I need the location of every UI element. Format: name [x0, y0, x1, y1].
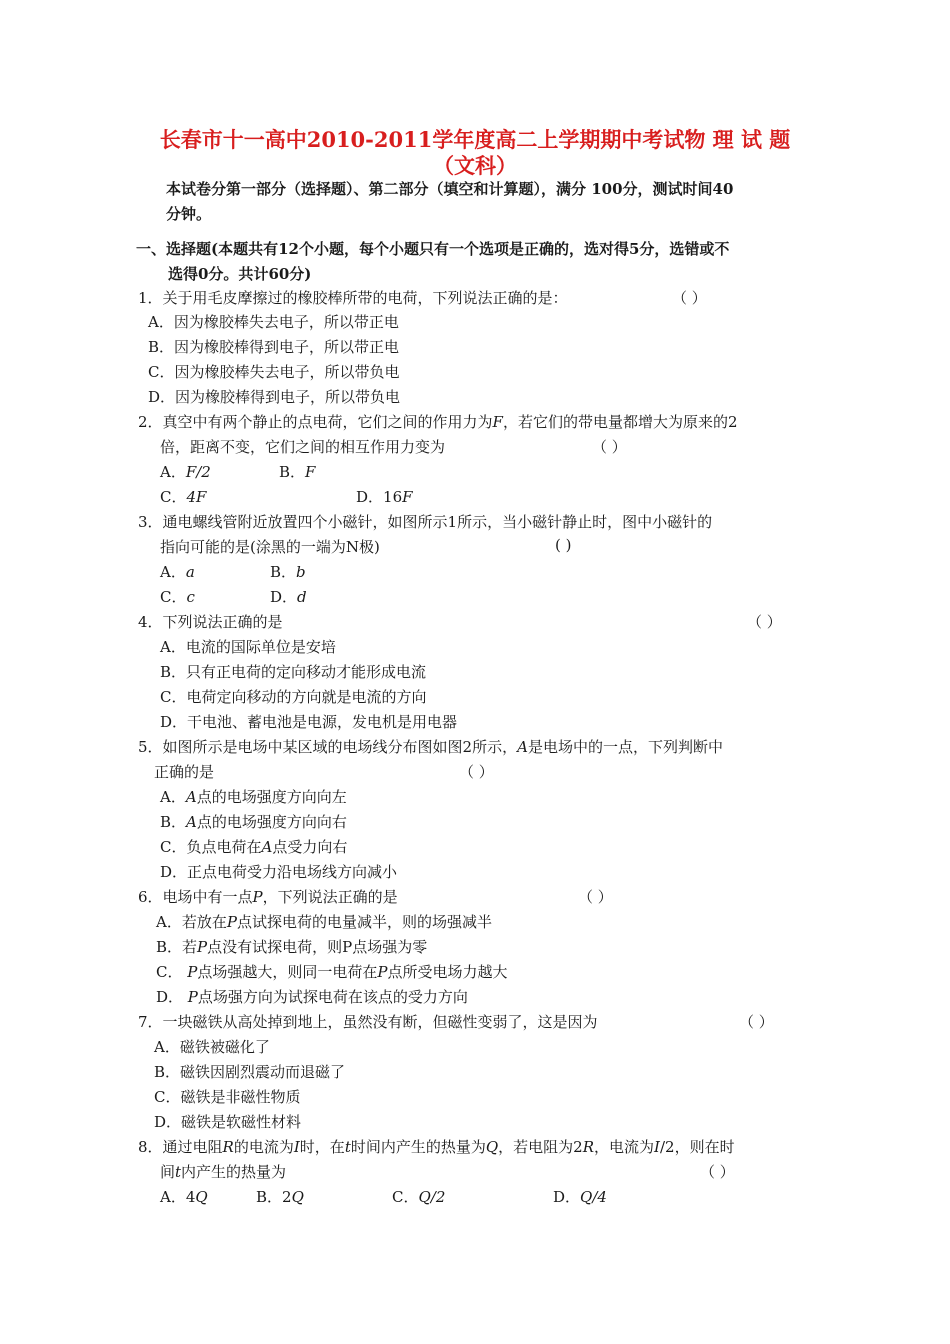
q7-option-c: C．磁铁是非磁性物质	[154, 1088, 301, 1106]
q6-option-c-text-b: 点场强越大，则同一电荷在	[197, 963, 378, 981]
q8-stem2-text-b: 内产生的热量为	[181, 1163, 287, 1181]
q8-var-t: t	[344, 1138, 351, 1156]
q8-option-d-value: Q/4	[580, 1188, 607, 1206]
q1-option-d: D．因为橡胶棒得到电子，所以带负电	[148, 388, 401, 406]
q6-option-c	[156, 961, 507, 982]
q6-option-d	[156, 986, 468, 1007]
q3-option-a-value: a	[185, 563, 195, 581]
q7-answer-bracket: （ ）	[739, 1013, 774, 1031]
q6-option-c-text-c: 点所受电场力越大	[387, 963, 508, 981]
q1-option-c: C．因为橡胶棒失去电子，所以带负电	[148, 363, 400, 381]
q8-stem2-text-a: 间	[160, 1163, 176, 1181]
q7-option-d: D．磁铁是软磁性材料	[154, 1113, 302, 1131]
q6-option-a-text-a: A．若放在	[156, 913, 227, 931]
q7-stem: 7．一块磁铁从高处掉到地上，虽然没有断，但磁性变弱了，这是因为	[138, 1013, 598, 1031]
q5-stem-text-b: 是电场中的一点，下列判断中	[527, 738, 723, 756]
q2-option-c-value: 4F	[186, 488, 207, 506]
q8-option-d-label: D．	[553, 1188, 581, 1206]
q8-var-r: R	[222, 1138, 234, 1156]
q3-option-a-label: A．	[160, 563, 186, 581]
q2-stem-line-2: 倍，距离不变，它们之间的相互作用力变为	[160, 438, 446, 456]
q8-var-i2: I	[654, 1138, 660, 1156]
q7-option-a: A．磁铁被磁化了	[154, 1038, 270, 1056]
q6-option-b-text-a: B．若	[156, 938, 198, 956]
q5-stem-line-1	[138, 736, 723, 757]
q6-answer-bracket: （ ）	[578, 888, 613, 906]
q3-option-c-label: C．	[160, 588, 187, 606]
q6-stem-text-b: ，下列说法正确的是	[262, 888, 398, 906]
q2-option-d	[356, 486, 413, 507]
q2-option-d-num: 16	[383, 488, 403, 506]
q5-option-a-label: A．	[160, 788, 186, 806]
q8-option-a-label: A．4	[160, 1188, 196, 1206]
q6-option-b-var: P	[197, 938, 208, 956]
q3-stem-line-1: 3．通电螺线管附近放置四个小磁针，如图所示1所示，当小磁针静止时，图中小磁针的	[138, 513, 713, 531]
q3-option-c	[160, 586, 195, 607]
q6-option-c-text-a: C．	[156, 963, 188, 981]
q1-option-b: B．因为橡胶棒得到电子，所以带正电	[148, 338, 400, 356]
q5-option-c-text-a: C．负点电荷在	[160, 838, 262, 856]
q2-stem-num: 2	[727, 413, 738, 431]
q4-option-a: A．电流的国际单位是安培	[160, 638, 336, 656]
q3-option-b	[270, 561, 306, 582]
q8-option-c	[392, 1186, 445, 1207]
q6-stem	[138, 886, 398, 907]
q6-var-p: P	[252, 888, 263, 906]
q1-option-a: A．因为橡胶棒失去电子，所以带正电	[148, 313, 399, 331]
q8-option-b-label: B．2	[256, 1188, 292, 1206]
q2-stem-line-1	[138, 411, 738, 432]
q5-option-a-var: A	[185, 788, 197, 806]
q4-answer-bracket: （ ）	[747, 613, 782, 631]
intro-line-2: 分钟。	[166, 205, 212, 223]
q2-option-a-label: A．	[160, 463, 186, 481]
q8-stem-text-3: 时，在	[299, 1138, 345, 1156]
q5-option-b	[160, 811, 347, 832]
q7-option-b: B．磁铁因剧烈震动而退磁了	[154, 1063, 346, 1081]
q8-stem-text-5: ，若电阻为2	[498, 1138, 583, 1156]
q6-option-d-text-b: 点场强方向为试探电荷在该点的受力方向	[197, 988, 468, 1006]
q3-option-b-label: B．	[270, 563, 297, 581]
q5-var-a: A	[517, 738, 528, 756]
q3-option-d-value: d	[297, 588, 307, 606]
q8-var-r2: R	[582, 1138, 595, 1156]
q5-option-c	[160, 836, 347, 857]
q2-option-d-label: D．	[356, 488, 384, 506]
q8-answer-bracket: （ ）	[700, 1163, 735, 1181]
q3-answer-bracket: ( )	[555, 536, 572, 554]
q8-option-c-value: Q/2	[418, 1188, 446, 1206]
q2-answer-bracket: （ ）	[592, 438, 627, 456]
q5-option-c-text-b: 点受力向右	[272, 838, 348, 856]
q3-option-c-value: c	[186, 588, 195, 606]
q8-stem-text-6: ，电流为	[594, 1138, 655, 1156]
q8-option-a	[160, 1186, 208, 1207]
q8-stem-line-1	[138, 1136, 735, 1157]
q2-option-a	[160, 461, 211, 482]
q6-option-a	[156, 911, 492, 932]
q5-option-b-label: B．	[160, 813, 187, 831]
q8-option-b-var: Q	[291, 1188, 304, 1206]
q3-option-b-value: b	[296, 563, 306, 581]
q8-stem-text-4: 时间内产生的热量为	[350, 1138, 486, 1156]
q2-option-d-var: F	[402, 488, 413, 506]
q2-option-a-value: F/2	[185, 463, 211, 481]
q3-stem-line-2: 指向可能的是(涂黑的一端为N极)	[160, 538, 380, 556]
q6-option-d-text-a: D．	[156, 988, 188, 1006]
page-subtitle: （文科）	[433, 153, 517, 178]
q5-option-a-text: 点的电场强度方向向左	[196, 788, 347, 806]
q4-option-b: B．只有正电荷的定向移动才能形成电流	[160, 663, 427, 681]
q8-stem-line-2	[160, 1161, 286, 1182]
q5-option-b-var: A	[186, 813, 197, 831]
q5-option-d: D．正点电荷受力沿电场线方向减小	[160, 863, 398, 881]
q4-option-d: D．干电池、蓄电池是电源，发电机是用电器	[160, 713, 458, 731]
q5-answer-bracket: （ ）	[459, 763, 494, 781]
q5-stem-text-a: 5．如图所示是电场中某区域的电场线分布图如图2所示，	[138, 738, 518, 756]
q2-stem-text-a: 2．真空中有两个静止的点电荷，它们之间的作用力为	[138, 413, 493, 431]
section-heading-line-2: 选得0分。共计60分)	[168, 265, 312, 283]
q8-var-q: Q	[485, 1138, 499, 1156]
page-title: 长春市十一高中2010-2011学年度高二上学期期中考试物 理 试 题	[159, 127, 791, 152]
q1-answer-bracket: （ ）	[672, 289, 707, 307]
q8-option-c-label: C．	[392, 1188, 419, 1206]
q3-option-d-label: D．	[270, 588, 298, 606]
q6-option-a-var: P	[226, 913, 237, 931]
q5-stem-line-2: 正确的是	[154, 763, 215, 781]
q8-stem-text-7: /2，则在时	[659, 1138, 735, 1156]
q4-option-c: C．电荷定向移动的方向就是电流的方向	[160, 688, 427, 706]
q8-stem-text-2: 的电流为	[233, 1138, 294, 1156]
q6-option-b-text-b: 点没有试探电荷，则P点场强为零	[207, 938, 428, 956]
q1-stem: 1．关于用毛皮摩擦过的橡胶棒所带的电荷，下列说法正确的是：	[138, 289, 568, 307]
q3-option-d	[270, 586, 307, 607]
q5-option-b-text: 点的电场强度方向向右	[196, 813, 347, 831]
q5-option-c-var: A	[261, 838, 273, 856]
q5-option-a	[160, 786, 347, 807]
q2-option-c-label: C．	[160, 488, 187, 506]
q2-option-b-value: F	[305, 463, 316, 481]
q8-option-a-var: Q	[195, 1188, 208, 1206]
section-heading-line-1: 一、选择题(本题共有12个小题，每个小题只有一个选项是正确的，选对得5分，选错或不	[136, 240, 730, 258]
q8-stem2-var: t	[175, 1163, 182, 1181]
q6-option-a-text-b: 点试探电荷的电量减半，则的场强减半	[236, 913, 492, 931]
q8-stem-text-1: 8．通过电阻	[138, 1138, 223, 1156]
q6-option-c-var-1: P	[187, 963, 198, 981]
q6-option-d-var: P	[187, 988, 198, 1006]
q4-stem: 4．下列说法正确的是	[138, 613, 283, 631]
q2-var-f: F	[492, 413, 503, 431]
q3-option-a	[160, 561, 195, 582]
q6-option-c-var-2: P	[377, 963, 388, 981]
q8-option-d	[553, 1186, 607, 1207]
q2-stem-text-b: ，若它们的带电量都增大为原来的	[502, 413, 728, 431]
q6-option-b	[156, 936, 427, 957]
intro-line-1: 本试卷分第一部分（选择题）、第二部分（填空和计算题），满分 100分，测试时间40	[166, 180, 734, 198]
q6-stem-text-a: 6．电场中有一点	[138, 888, 253, 906]
q2-option-b-label: B．	[279, 463, 306, 481]
q8-var-i: I	[293, 1138, 300, 1156]
q2-option-b	[279, 461, 315, 482]
q8-option-b	[256, 1186, 304, 1207]
q2-option-c	[160, 486, 206, 507]
